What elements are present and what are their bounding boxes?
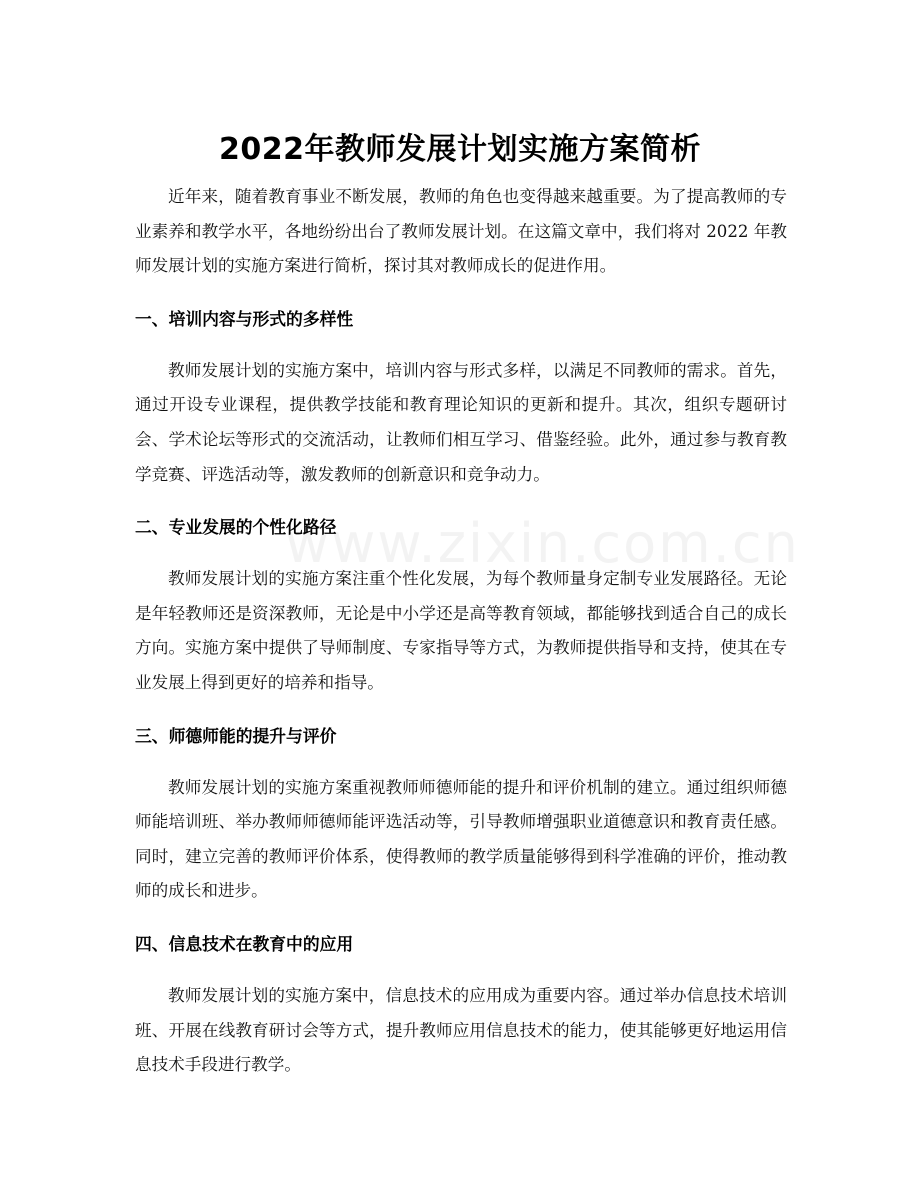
section-heading-3: 三、师德师能的提升与评价 <box>135 725 337 746</box>
spacer <box>135 753 787 771</box>
section-paragraph-4: 教师发展计划的实施方案中，信息技术的应用成为重要内容。通过举办信息技术培训班、开展在线教育研讨会等方式，提升教师应用信息技术的能力，使其能够更好地运用信息技术手段进行教学。 <box>135 985 787 1075</box>
spacer <box>135 336 787 354</box>
spacer <box>135 544 787 562</box>
section-heading-4: 四、信息技术在教育中的应用 <box>135 933 354 954</box>
section-heading-1: 一、培训内容与形式的多样性 <box>135 308 354 329</box>
spacer <box>135 492 787 510</box>
document-title: 2022年教师发展计划实施方案简析 <box>219 132 701 168</box>
document-body <box>135 180 787 1083</box>
section-paragraph-3: 教师发展计划的实施方案重视教师师德师能的提升和评价机制的建立。通过组织师德师能培训班、举办教师师德师能评选活动等，引导教师增强职业道德意识和教育责任感。同时，建立完善的教师评价体系，使得教师的教学质量能够得到科学准确的评价，推动教师的成长和进步。 <box>135 777 787 901</box>
intro-paragraph: 近年来，随着教育事业不断发展，教师的角色也变得越来越重要。为了提高教师的专业素养和教学水平，各地纷纷出台了教师发展计划。在这篇文章中，我们将对 2022 年教师发展计划的实施方案进行简析，探讨其对教师成长的促进作用。 <box>135 187 787 276</box>
section-paragraph-1: 教师发展计划的实施方案中，培训内容与形式多样，以满足不同教师的需求。首先，通过开设专业课程，提供教学技能和教育理论知识的更新和提升。其次，组织专题研讨会、学术论坛等形式的交流活动，让教师们相互学习、借鉴经验。此外，通过参与教育教学竞赛、评选活动等，激发教师的创新意识和竞争动力。 <box>135 360 787 484</box>
section-heading-2: 二、专业发展的个性化路径 <box>135 517 337 538</box>
spacer <box>135 284 787 302</box>
watermark: www.zixin.com.cn <box>285 512 800 575</box>
spacer <box>135 701 787 719</box>
spacer <box>135 909 787 927</box>
section-paragraph-2: 教师发展计划的实施方案注重个性化发展，为每个教师量身定制专业发展路径。无论是年轻教师还是资深教师，无论是中小学还是高等教育领域，都能够找到适合自己的成长方向。实施方案中提供了导师制度、专家指导等方式，为教师提供指导和支持，使其在专业发展上得到更好的培养和指导。 <box>135 569 787 692</box>
spacer <box>135 961 787 979</box>
